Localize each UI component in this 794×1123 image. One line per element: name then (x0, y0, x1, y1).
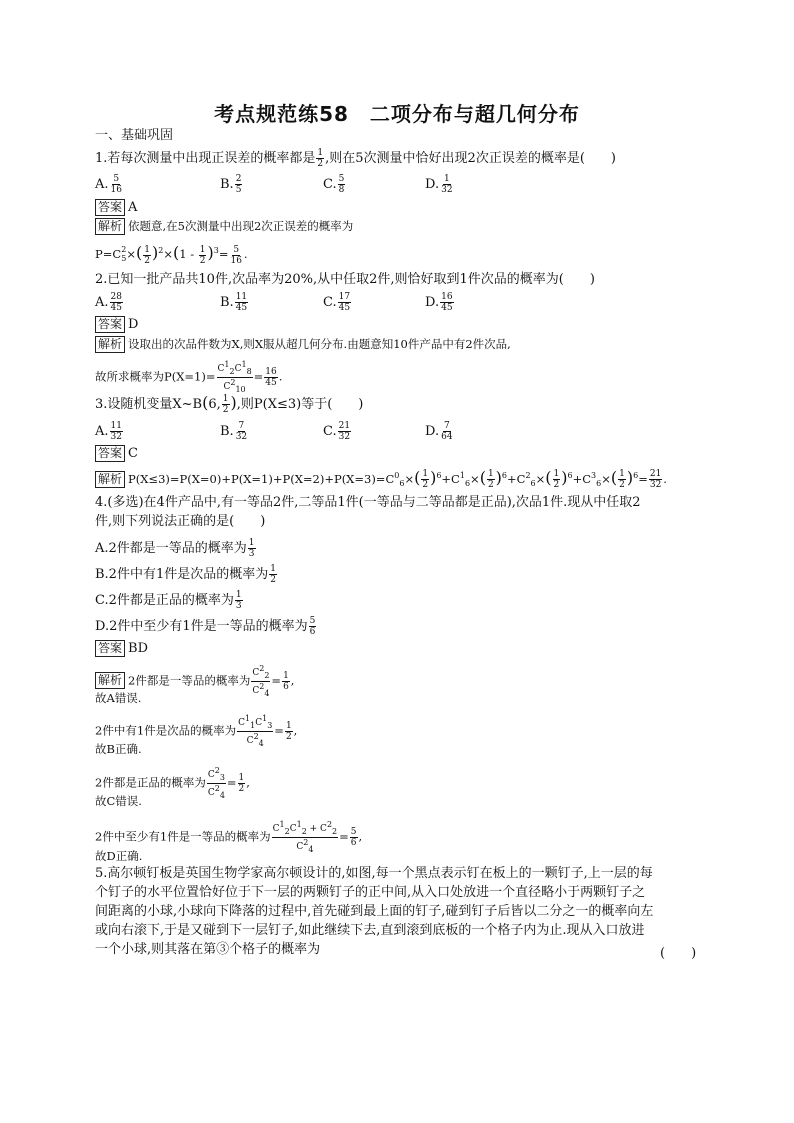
option-d[interactable]: D. $\frac{16}{45}$ (425, 292, 453, 313)
question-5-line-3: 间距离的小球,小球向下降落的过程中,首先碰到最上面的钉子,碰到钉子后皆以二分之一的概率向左 (95, 904, 654, 919)
question-4-answer: 答案 BD (95, 640, 148, 657)
question-5-line-5: 一个小球,则其落在第③个格子的概率为 (95, 942, 321, 957)
option-a[interactable]: A.2件都是一等品的概率为 $\frac{1}{3}$ (95, 538, 255, 559)
option-a[interactable]: A. $\frac{5}{16}$ (95, 174, 122, 195)
question-3-analysis: 解析 $P(X\le 3)=P(X=0)+P(X=1)+P(X=2)+P(X=3)=C^0_6\times$( $\frac{1}{2}$ )$^6+C^1_6\times$( $\frac{1}{2}$ )$^6+C^2_6\times$( $\frac{1}{2}$ )$^6+C^3_6\times$( $\frac{1}{2}$ )$^6$= $\frac{21}{32}$ . (95, 468, 667, 492)
answer-value: A (128, 200, 138, 215)
option-b[interactable]: B. $\frac{2}{5}$ (220, 174, 242, 195)
option-b[interactable]: B.2件中有1件是次品的概率为 $\frac{1}{2}$ (95, 564, 276, 585)
question-5-line-2: 个钉子的水平位置恰好位于下一层的两颗钉子的正中间,从入口处放进一个直径略小于两颗钉子之 (95, 885, 646, 900)
question-1-answer (95, 199, 137, 216)
question-2-stem: 2.已知一批产品共10件,次品率为20%,从中任取2件,则恰好取到1件次品的概率为( ) (95, 272, 595, 287)
section-heading: 一、基础巩固 (95, 128, 174, 143)
option-d[interactable]: D.2件中至少有1件是一等品的概率为 $\frac{5}{6}$ (95, 616, 316, 637)
question-4-solution-3: 2件都是正品的概率为 $\frac{C^2_3}{C^2_4}$ = $\frac{1}{2}$ , (95, 766, 250, 800)
page-title: 考点规范练58 二项分布与超几何分布 (214, 102, 580, 126)
question-2-formula: 故所求概率为P(X=1)= $\frac{C^1_2C^1_8}{C^2_{10}}$ = $\frac{16}{45}$ . (95, 360, 283, 394)
question-4-stem-line-2: 件,则下列说法正确的是( ) (95, 514, 266, 529)
option-a[interactable]: A. $\frac{11}{32}$ (95, 421, 122, 442)
question-2-answer: 答案 D (95, 316, 138, 333)
question-4-conclusion-3: 故C错误. (95, 794, 142, 808)
option-c[interactable]: C. $\frac{17}{45}$ (323, 292, 351, 313)
question-4-conclusion-1: 故A错误. (95, 691, 142, 705)
option-a[interactable]: A. $\frac{28}{45}$ (95, 292, 122, 313)
question-4-conclusion-2: 故B正确. (95, 742, 142, 756)
question-3-stem: 3.设随机变量X~B(6, $\frac{1}{2}$ ),则P(X≤3)等于( ) (95, 393, 364, 415)
question-4-solution-4: 2件中至少有1件是一等品的概率为 $\frac{C^1_2C^1_2 + C^2_2}{C^2_4}$ = $\frac{5}{6}$ , (95, 820, 363, 854)
option-b[interactable]: B. $\frac{7}{32}$ (220, 421, 248, 442)
option-d[interactable]: D. $\frac{7}{64}$ (425, 421, 453, 442)
question-5-line-1: 5.高尔顿钉板是英国生物学家高尔顿设计的,如图,每一个黑点表示钉在板上的一颗钉子,上一层的每 (95, 866, 653, 881)
analysis-tag: 解析 (95, 218, 125, 235)
question-4-conclusion-4: 故D正确. (95, 849, 143, 863)
option-b[interactable]: B. $\frac{11}{45}$ (220, 292, 248, 313)
option-c[interactable]: C.2件都是正品的概率为 $\frac{1}{3}$ (95, 590, 242, 611)
question-1-formula: $P=C^2_5\times$( $\frac{1}{2}$ )$^2$×(1 - $\frac{1}{2}$ )$^3$= $\frac{5}{16}$ . (95, 243, 248, 266)
question-5-line-4: 或向右滚下,于是又碰到下一层钉子,如此继续下去,直到滚到底板的一个格子内为止.现从入口放进 (95, 923, 645, 938)
question-2-analysis: 解析 设取出的次品件数为X,则X服从超几何分布.由题意知10件产品中有2件次品, (95, 336, 511, 353)
option-c[interactable]: C. $\frac{21}{32}$ (323, 421, 351, 442)
question-4-solution-2: 2件中有1件是次品的概率为 $\frac{C^1_1C^1_3}{C^2_4}$ = $\frac{1}{2}$ , (95, 714, 298, 748)
question-4-solution-1: 解析 2件都是一等品的概率为 $\frac{C^2_2}{C^2_4}$ = $\frac{1}{6}$ , (95, 664, 294, 699)
fraction: $\frac{1}{2}$ (317, 148, 324, 169)
question-4-stem-line-1: 4.(多选)在4件产品中,有一等品2件,二等品1件(一等品与二等品都是正品),次品1件.现从中任取2 (95, 495, 641, 510)
question-1-stem: 1.若每次测量中出现正误差的概率都是 $\frac{1}{2}$ ,则在5次测量中恰好出现2次正误差的概率是( ) (95, 148, 616, 169)
option-d[interactable]: D. $\frac{1}{32}$ (425, 174, 453, 195)
answer-tag: 答案 (95, 199, 125, 216)
option-c[interactable]: C. $\frac{5}{8}$ (323, 174, 345, 195)
answer-blank: ( ) (660, 946, 697, 961)
question-1-analysis: 解析 依题意,在5次测量中出现2次正误差的概率为 (95, 218, 353, 235)
question-3-answer: 答案 C (95, 445, 138, 462)
